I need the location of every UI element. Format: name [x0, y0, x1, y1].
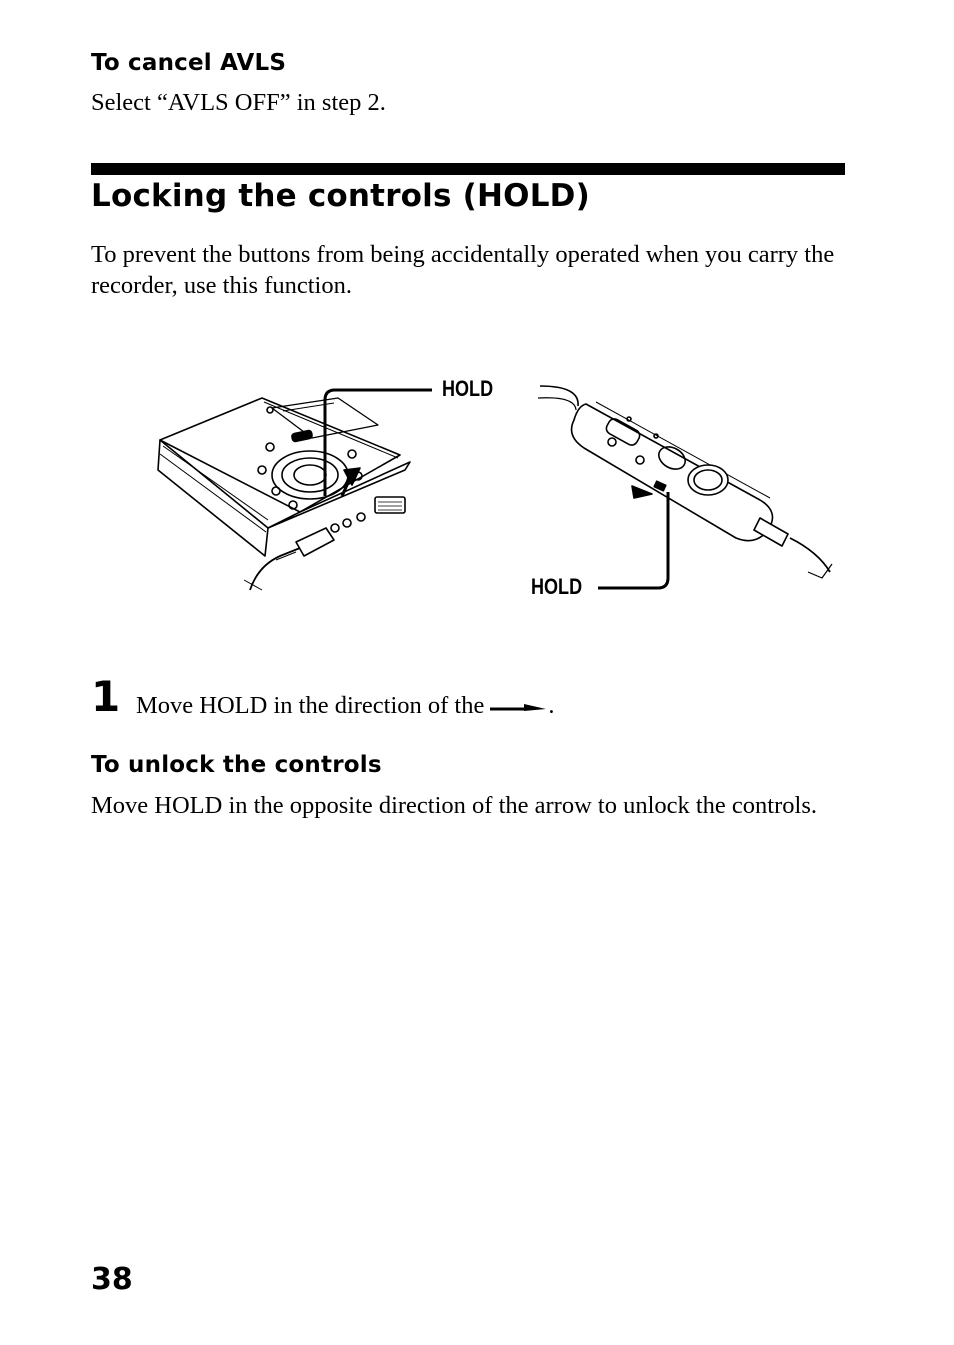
callout-leader-remote	[598, 492, 668, 588]
unlock-text: Move HOLD in the opposite direction of the arrow to unlock the controls.	[91, 792, 817, 819]
remote-illustration	[538, 386, 832, 578]
right-arrow-icon	[490, 700, 546, 714]
section-title: Locking the controls (HOLD)	[91, 178, 590, 214]
step-text-after: .	[548, 692, 555, 719]
section-divider	[91, 163, 845, 175]
step-number: 1	[91, 672, 121, 721]
step-text-before: Move HOLD in the direction of the	[136, 692, 485, 719]
cancel-avls-text: Select “AVLS OFF” in step 2.	[91, 89, 386, 116]
section-intro: To prevent the buttons from being accidentally operated when you carry the recorder, use this function.	[91, 241, 835, 299]
recorder-illustration	[158, 398, 410, 590]
unlock-heading: To unlock the controls	[91, 752, 382, 778]
hold-callout-remote: HOLD	[531, 574, 583, 599]
hold-callout-recorder: HOLD	[442, 376, 494, 401]
page-number: 38	[91, 1262, 133, 1297]
cancel-avls-heading: To cancel AVLS	[91, 50, 287, 76]
step-instruction	[136, 690, 554, 721]
